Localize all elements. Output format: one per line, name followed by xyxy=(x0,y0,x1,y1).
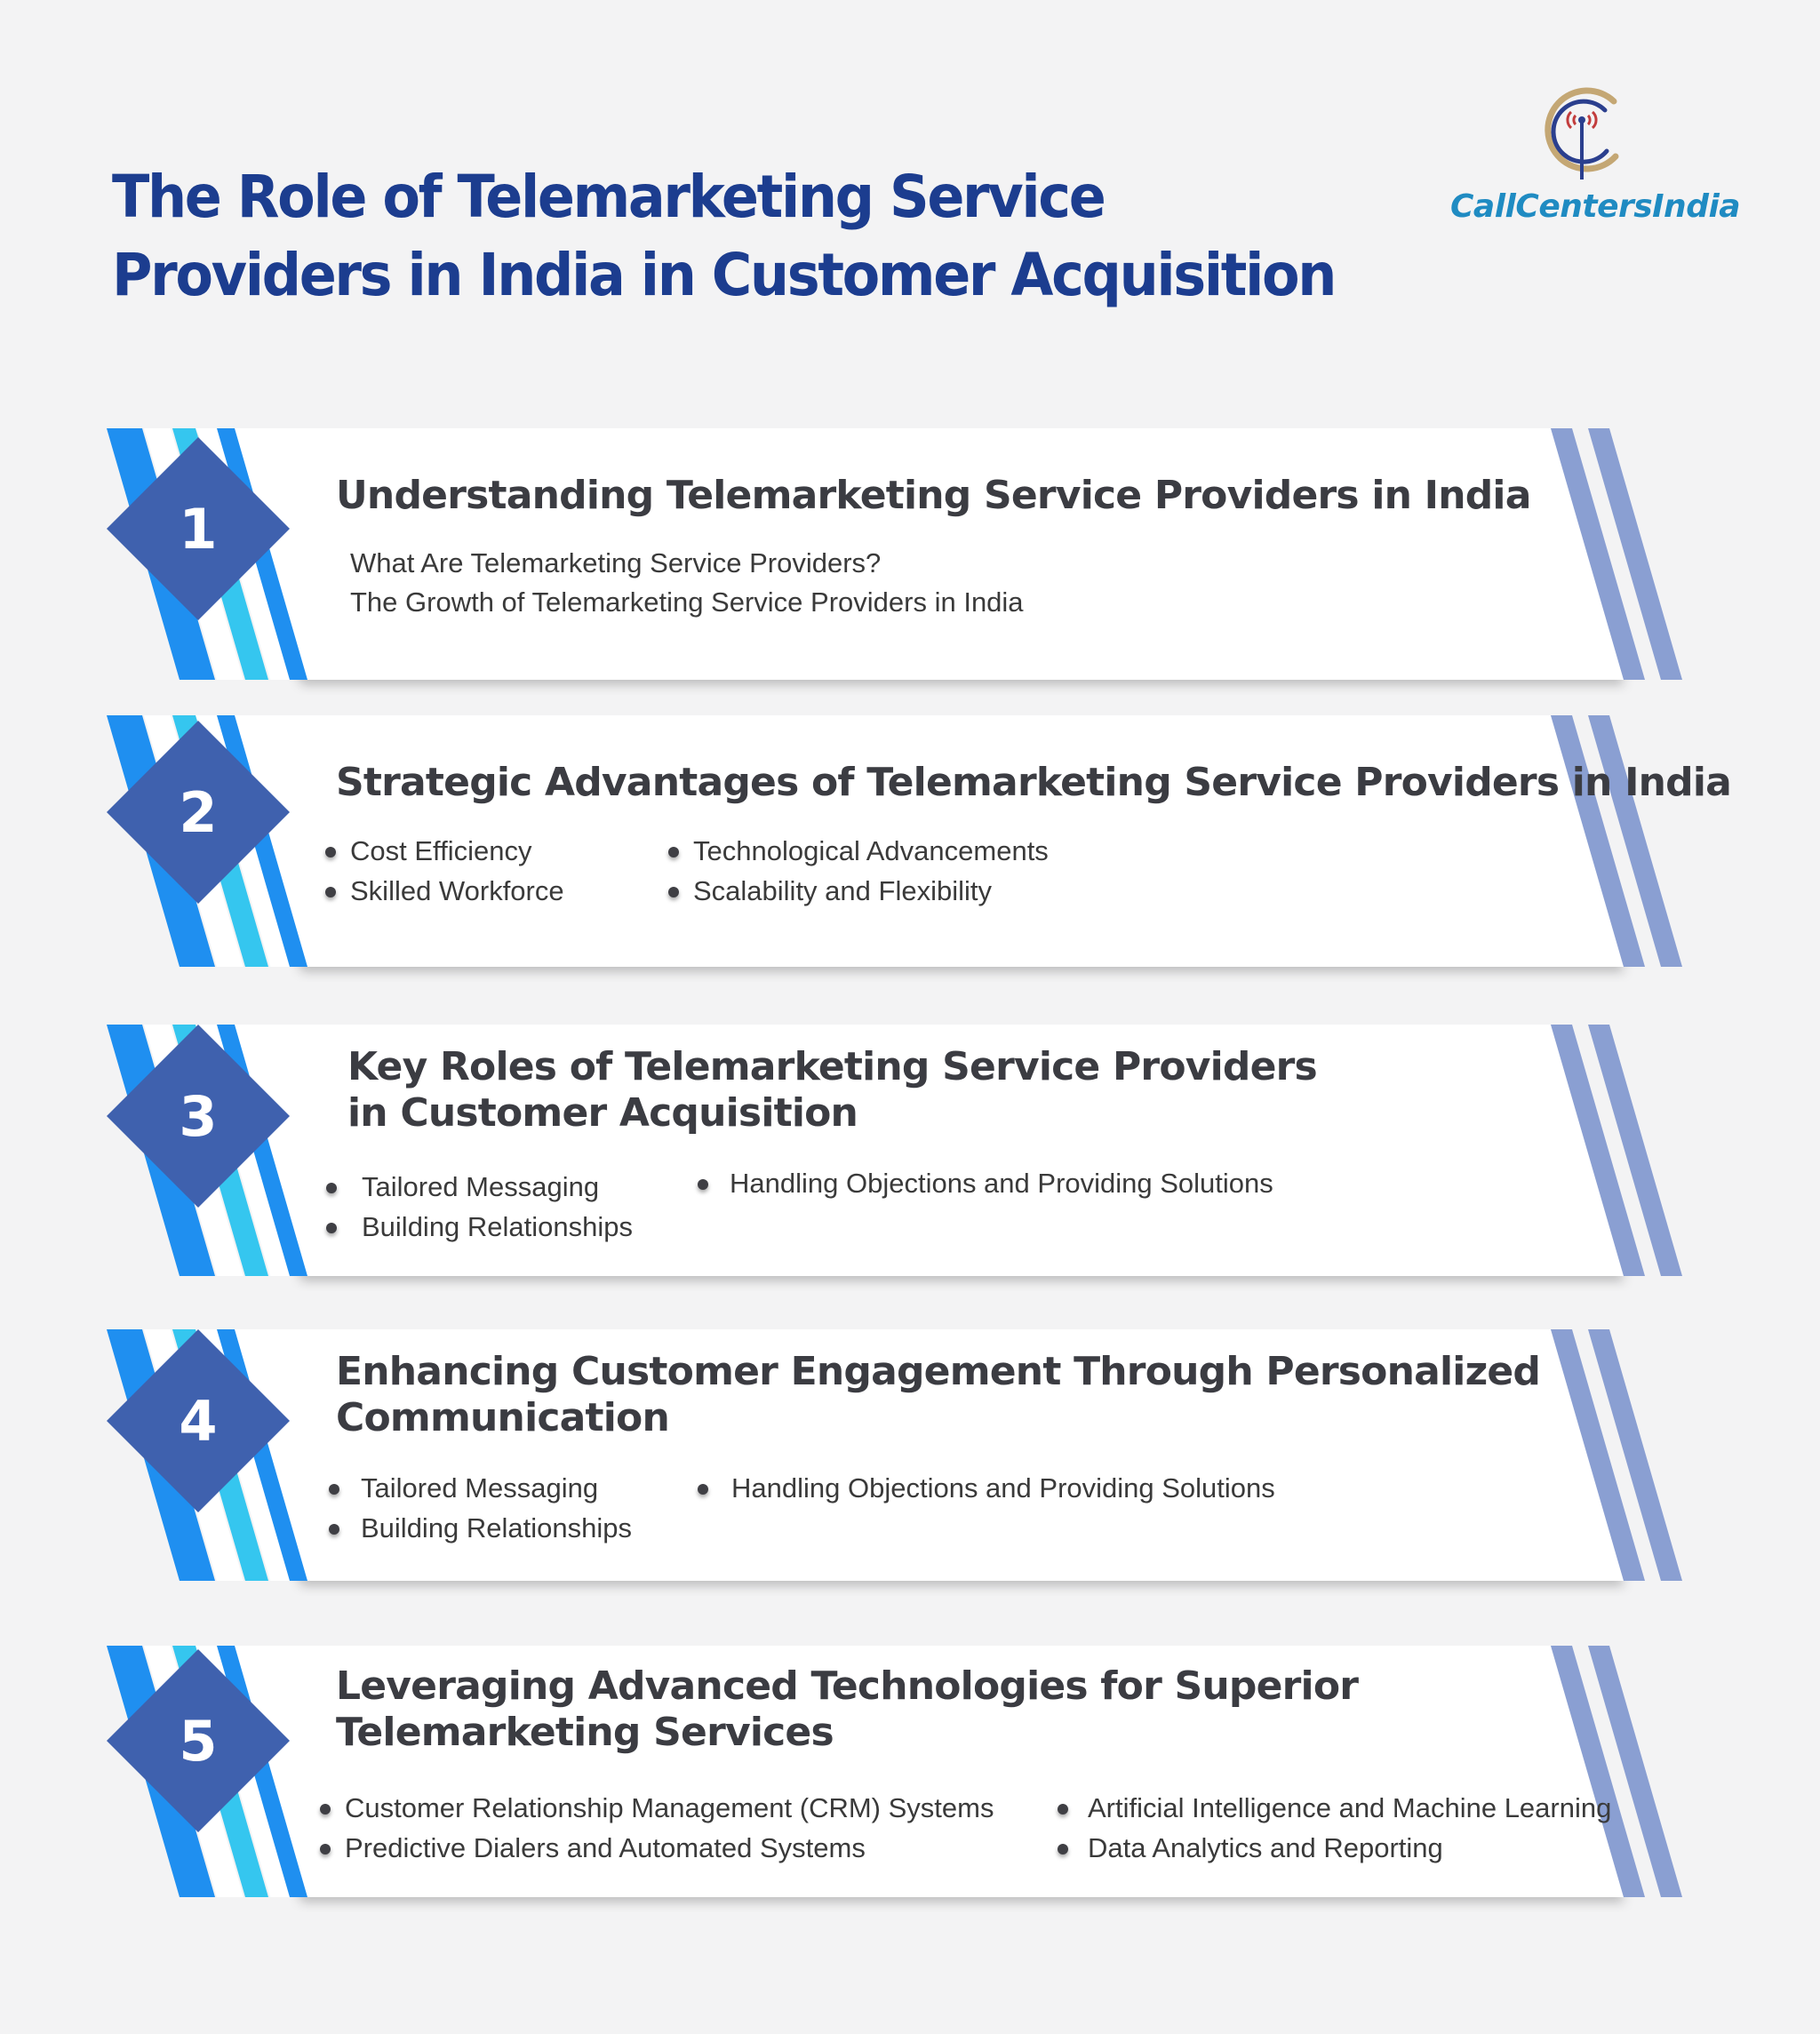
section-heading-line: Enhancing Customer Engagement Through Personalized xyxy=(336,1349,1541,1394)
list-item: Tailored Messaging xyxy=(326,1167,633,1207)
section-heading xyxy=(336,1663,1358,1756)
section-heading-line: Telemarketing Services xyxy=(336,1710,834,1755)
bullet-list-left xyxy=(329,1468,632,1548)
step-number: 4 xyxy=(179,1388,218,1454)
antenna-logo-icon xyxy=(1529,80,1635,187)
step-number: 2 xyxy=(179,779,218,845)
list-item: What Are Telemarketing Service Providers? xyxy=(350,547,882,578)
list-item: Customer Relationship Management (CRM) Systems xyxy=(320,1788,994,1828)
logo-wordmark: CallCentersIndia xyxy=(1450,188,1741,225)
list-item: Predictive Dialers and Automated Systems xyxy=(320,1828,994,1868)
list-item: Handling Objections and Providing Solutions xyxy=(698,1163,1273,1203)
section-heading xyxy=(336,760,1731,806)
list-item: Scalability and Flexibility xyxy=(668,871,1049,911)
section-item-list xyxy=(350,544,1024,622)
step-number: 3 xyxy=(179,1083,218,1149)
bullet-list-right xyxy=(698,1468,1275,1508)
bullet-list-right xyxy=(1058,1788,1611,1868)
bullet-list-right xyxy=(698,1163,1273,1203)
section-card-5 xyxy=(107,1646,1742,1897)
section-card-1 xyxy=(107,428,1742,680)
section-heading-line: Leveraging Advanced Technologies for Superior xyxy=(336,1663,1359,1709)
section-card-2 xyxy=(107,715,1742,967)
bullet-list-left xyxy=(326,1167,633,1247)
section-heading xyxy=(336,473,1531,519)
list-item: Data Analytics and Reporting xyxy=(1058,1828,1611,1868)
bullet-list-right xyxy=(668,831,1049,911)
step-badge xyxy=(107,721,290,904)
list-item: Cost Efficiency xyxy=(325,831,564,871)
section-heading-line: Strategic Advantages of Telemarketing Service Providers in India xyxy=(336,760,1732,805)
section-heading xyxy=(336,1349,1540,1441)
list-item: Handling Objections and Providing Solutions xyxy=(698,1468,1275,1508)
list-item: Technological Advancements xyxy=(668,831,1049,871)
bullet-list-left xyxy=(320,1788,994,1868)
title-line-1: The Role of Telemarketing Service xyxy=(112,163,1105,231)
list-item: Artificial Intelligence and Machine Learning xyxy=(1058,1788,1611,1828)
step-badge xyxy=(107,1649,290,1832)
section-heading-line: Communication xyxy=(336,1395,669,1440)
page-title xyxy=(112,158,1335,315)
list-item: Building Relationships xyxy=(326,1207,633,1247)
step-badge xyxy=(107,1025,290,1208)
list-item: Tailored Messaging xyxy=(329,1468,632,1508)
section-heading xyxy=(347,1044,1317,1137)
title-line-2: Providers in India in Customer Acquisition xyxy=(112,241,1336,309)
section-heading-line: Understanding Telemarketing Service Providers in India xyxy=(336,473,1531,518)
step-badge xyxy=(107,1329,290,1512)
section-card-4 xyxy=(107,1329,1742,1581)
list-item: The Growth of Telemarketing Service Providers in India xyxy=(350,586,1024,618)
section-card-3 xyxy=(107,1025,1742,1276)
step-number: 5 xyxy=(179,1708,218,1774)
brand-logo xyxy=(1440,80,1741,240)
bullet-list-left xyxy=(325,831,564,911)
section-heading-line: in Customer Acquisition xyxy=(347,1090,858,1136)
section-heading-line: Key Roles of Telemarketing Service Providers xyxy=(347,1044,1317,1089)
step-badge xyxy=(107,437,290,620)
list-item: Skilled Workforce xyxy=(325,871,564,911)
list-item: Building Relationships xyxy=(329,1508,632,1548)
step-number: 1 xyxy=(179,496,218,562)
